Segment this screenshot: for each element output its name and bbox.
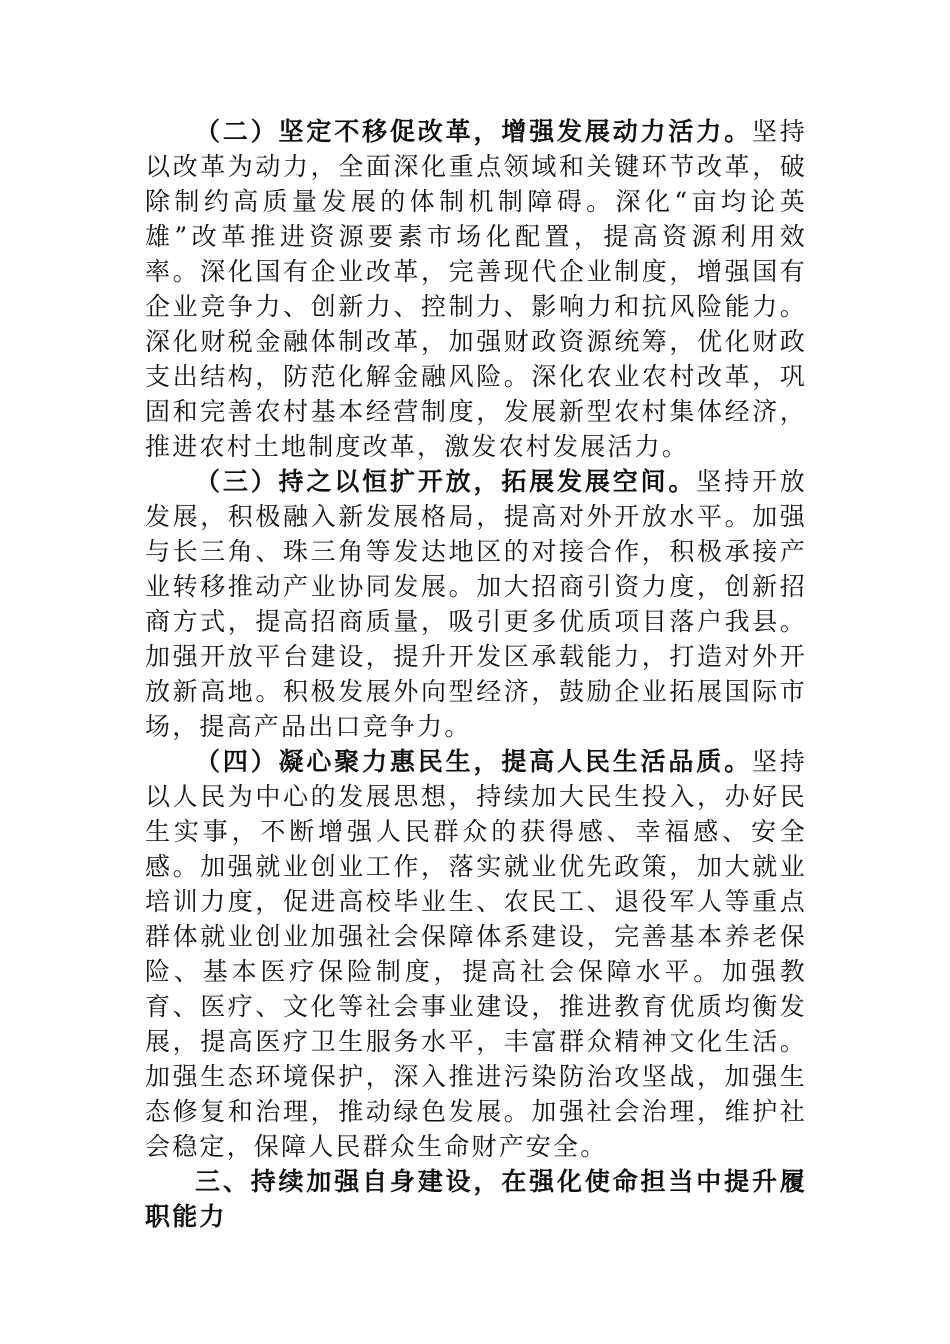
paragraph-body: 坚持开放发展，积极融入新发展格局，提高对外开放水平。加强与长三角、珠三角等发达地区的对接合作，积极承接产业转移推动产业协同发展。加大招商引资力度，创新招商方式，提高招商质量，吸引更多优质项目落户我县。加强开放平台建设，提升开发区承载能力，打造对外开放新高地。积极发展外向型经济，鼓励企业拓展国际市场，提高产品出口竞争力。: [145, 467, 807, 741]
paragraph-lead: （四）凝心聚力惠民生，提高人民生活品质。: [195, 747, 752, 776]
paragraph-opening-up: [145, 464, 807, 744]
paragraph-body: 坚持以改革为动力，全面深化重点领域和关键环节改革，破除制约高质量发展的体制机制障碍。深化“亩均论英雄”改革推进资源要素市场化配置，提高资源利用效率。深化国有企业改革，完善现代企业制度，增强国有企业竞争力、创新力、控制力、影响力和抗风险能力。深化财税金融体制改革，加强财政资源统筹，优化财政支出结构，防范化解金融风险。深化农业农村改革，巩固和完善农村基本经营制度，发展新型农村集体经济，推进农村土地制度改革，激发农村发展活力。: [145, 117, 807, 461]
paragraph-lead: （三）持之以恒扩开放，拓展发展空间。: [195, 467, 697, 496]
paragraph-reform: [145, 114, 807, 464]
paragraph-lead: （二）坚定不移促改革，增强发展动力活力。: [195, 117, 752, 146]
section-heading: 三、持续加强自身建设，在强化使命担当中提升履职能力: [145, 1167, 807, 1231]
paragraph-body: 坚持以人民为中心的发展思想，持续加大民生投入，办好民生实事，不断增强人民群众的获得感、幸福感、安全感。加强就业创业工作，落实就业优先政策，加大就业培训力度，促进高校毕业生、农民工、退役军人等重点群体就业创业加强社会保障体系建设，完善基本养老保险、基本医疗保险制度，提高社会保障水平。加强教育、医疗、文化等社会事业建设，推进教育优质均衡发展，提高医疗卫生服务水平，丰富群众精神文化生活。加强生态环境保护，深入推进污染防治攻坚战，加强生态修复和治理，推动绿色发展。加强社会治理，维护社会稳定，保障人民群众生命财产安全。: [145, 747, 807, 1161]
document-page: [145, 114, 807, 1234]
paragraph-livelihood: [145, 744, 807, 1164]
